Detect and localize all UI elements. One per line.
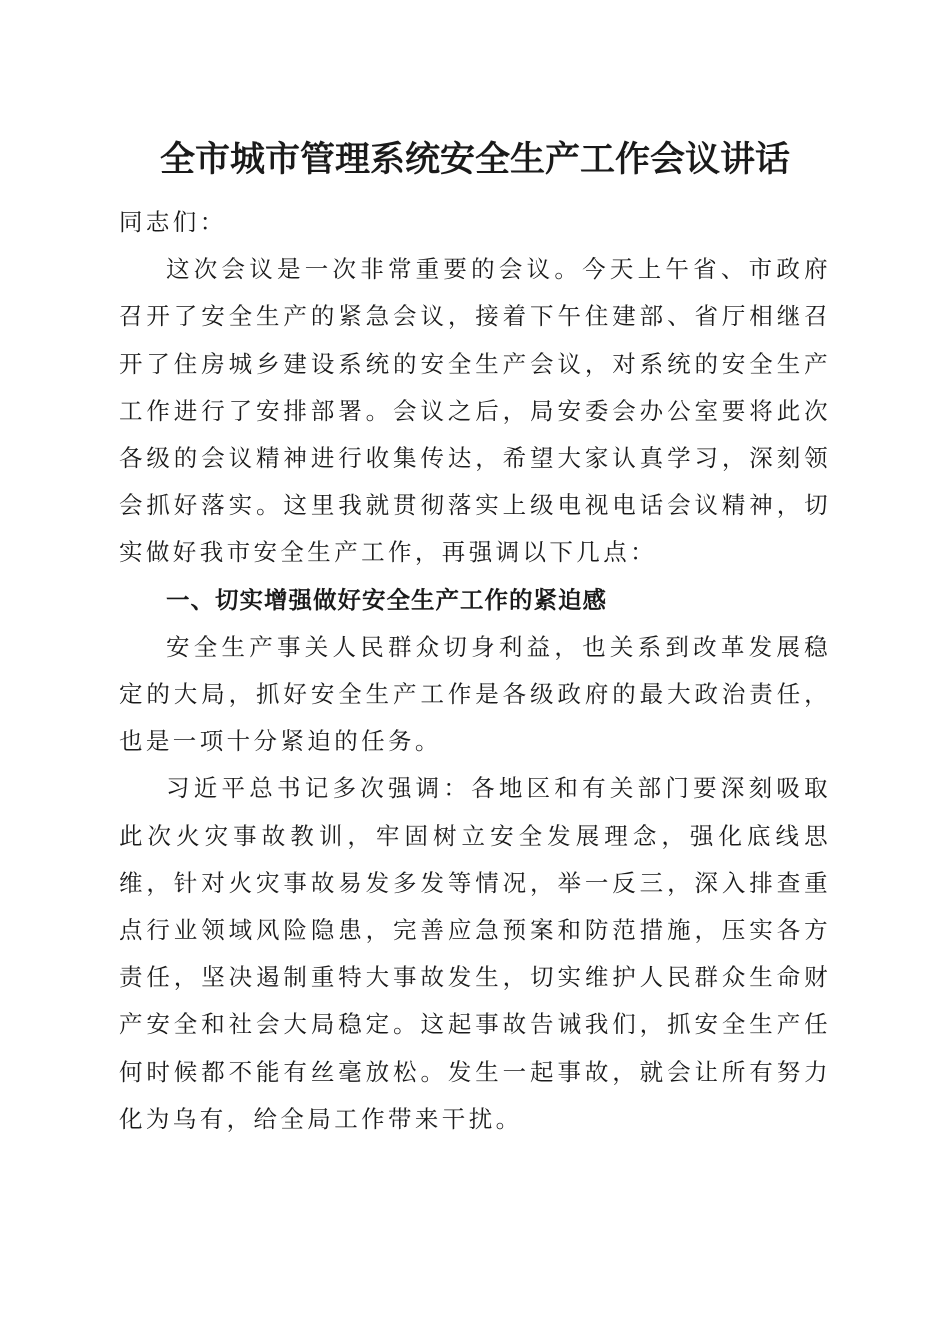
section-paragraph-2: 习近平总书记多次强调：各地区和有关部门要深刻吸取此次火灾事故教训，牢固树立安全发展理念，强化底线思维，针对火灾事故易发多发等情况，举一反三，深入排查重点行业领域风险隐患，完善应急预案和防范措施，压实各方责任，坚决遏制重特大事故发生，切实维护人民群众生命财产安全和社会大局稳定。这起事故告诫我们，抓安全生产任何时候都不能有丝毫放松。发生一起事故，就会让所有努力化为乌有，给全局工作带来干扰。 (119, 774, 831, 1133)
intro-paragraph: 这次会议是一次非常重要的会议。今天上午省、市政府召开了安全生产的紧急会议，接着下午住建部、省厅相继召开了住房城乡建设系统的安全生产会议，对系统的安全生产工作进行了安排部署。会议之后，局安委会办公室要将此次各级的会议精神进行收集传达，希望大家认真学习，深刻领会抓好落实。这里我就贯彻落实上级电视电话会议精神，切实做好我市安全生产工作，再强调以下几点： (119, 255, 831, 567)
document-body (119, 199, 831, 1143)
salutation: 同志们： (119, 208, 227, 236)
section-paragraph-1: 安全生产事关人民群众切身利益，也关系到改革发展稳定的大局，抓好安全生产工作是各级政府的最大政治责任，也是一项十分紧迫的任务。 (119, 632, 831, 756)
section-heading: 一、切实增强做好安全生产工作的紧迫感 (166, 585, 607, 614)
document-title: 全市城市管理系统安全生产工作会议讲话 (159, 139, 790, 180)
